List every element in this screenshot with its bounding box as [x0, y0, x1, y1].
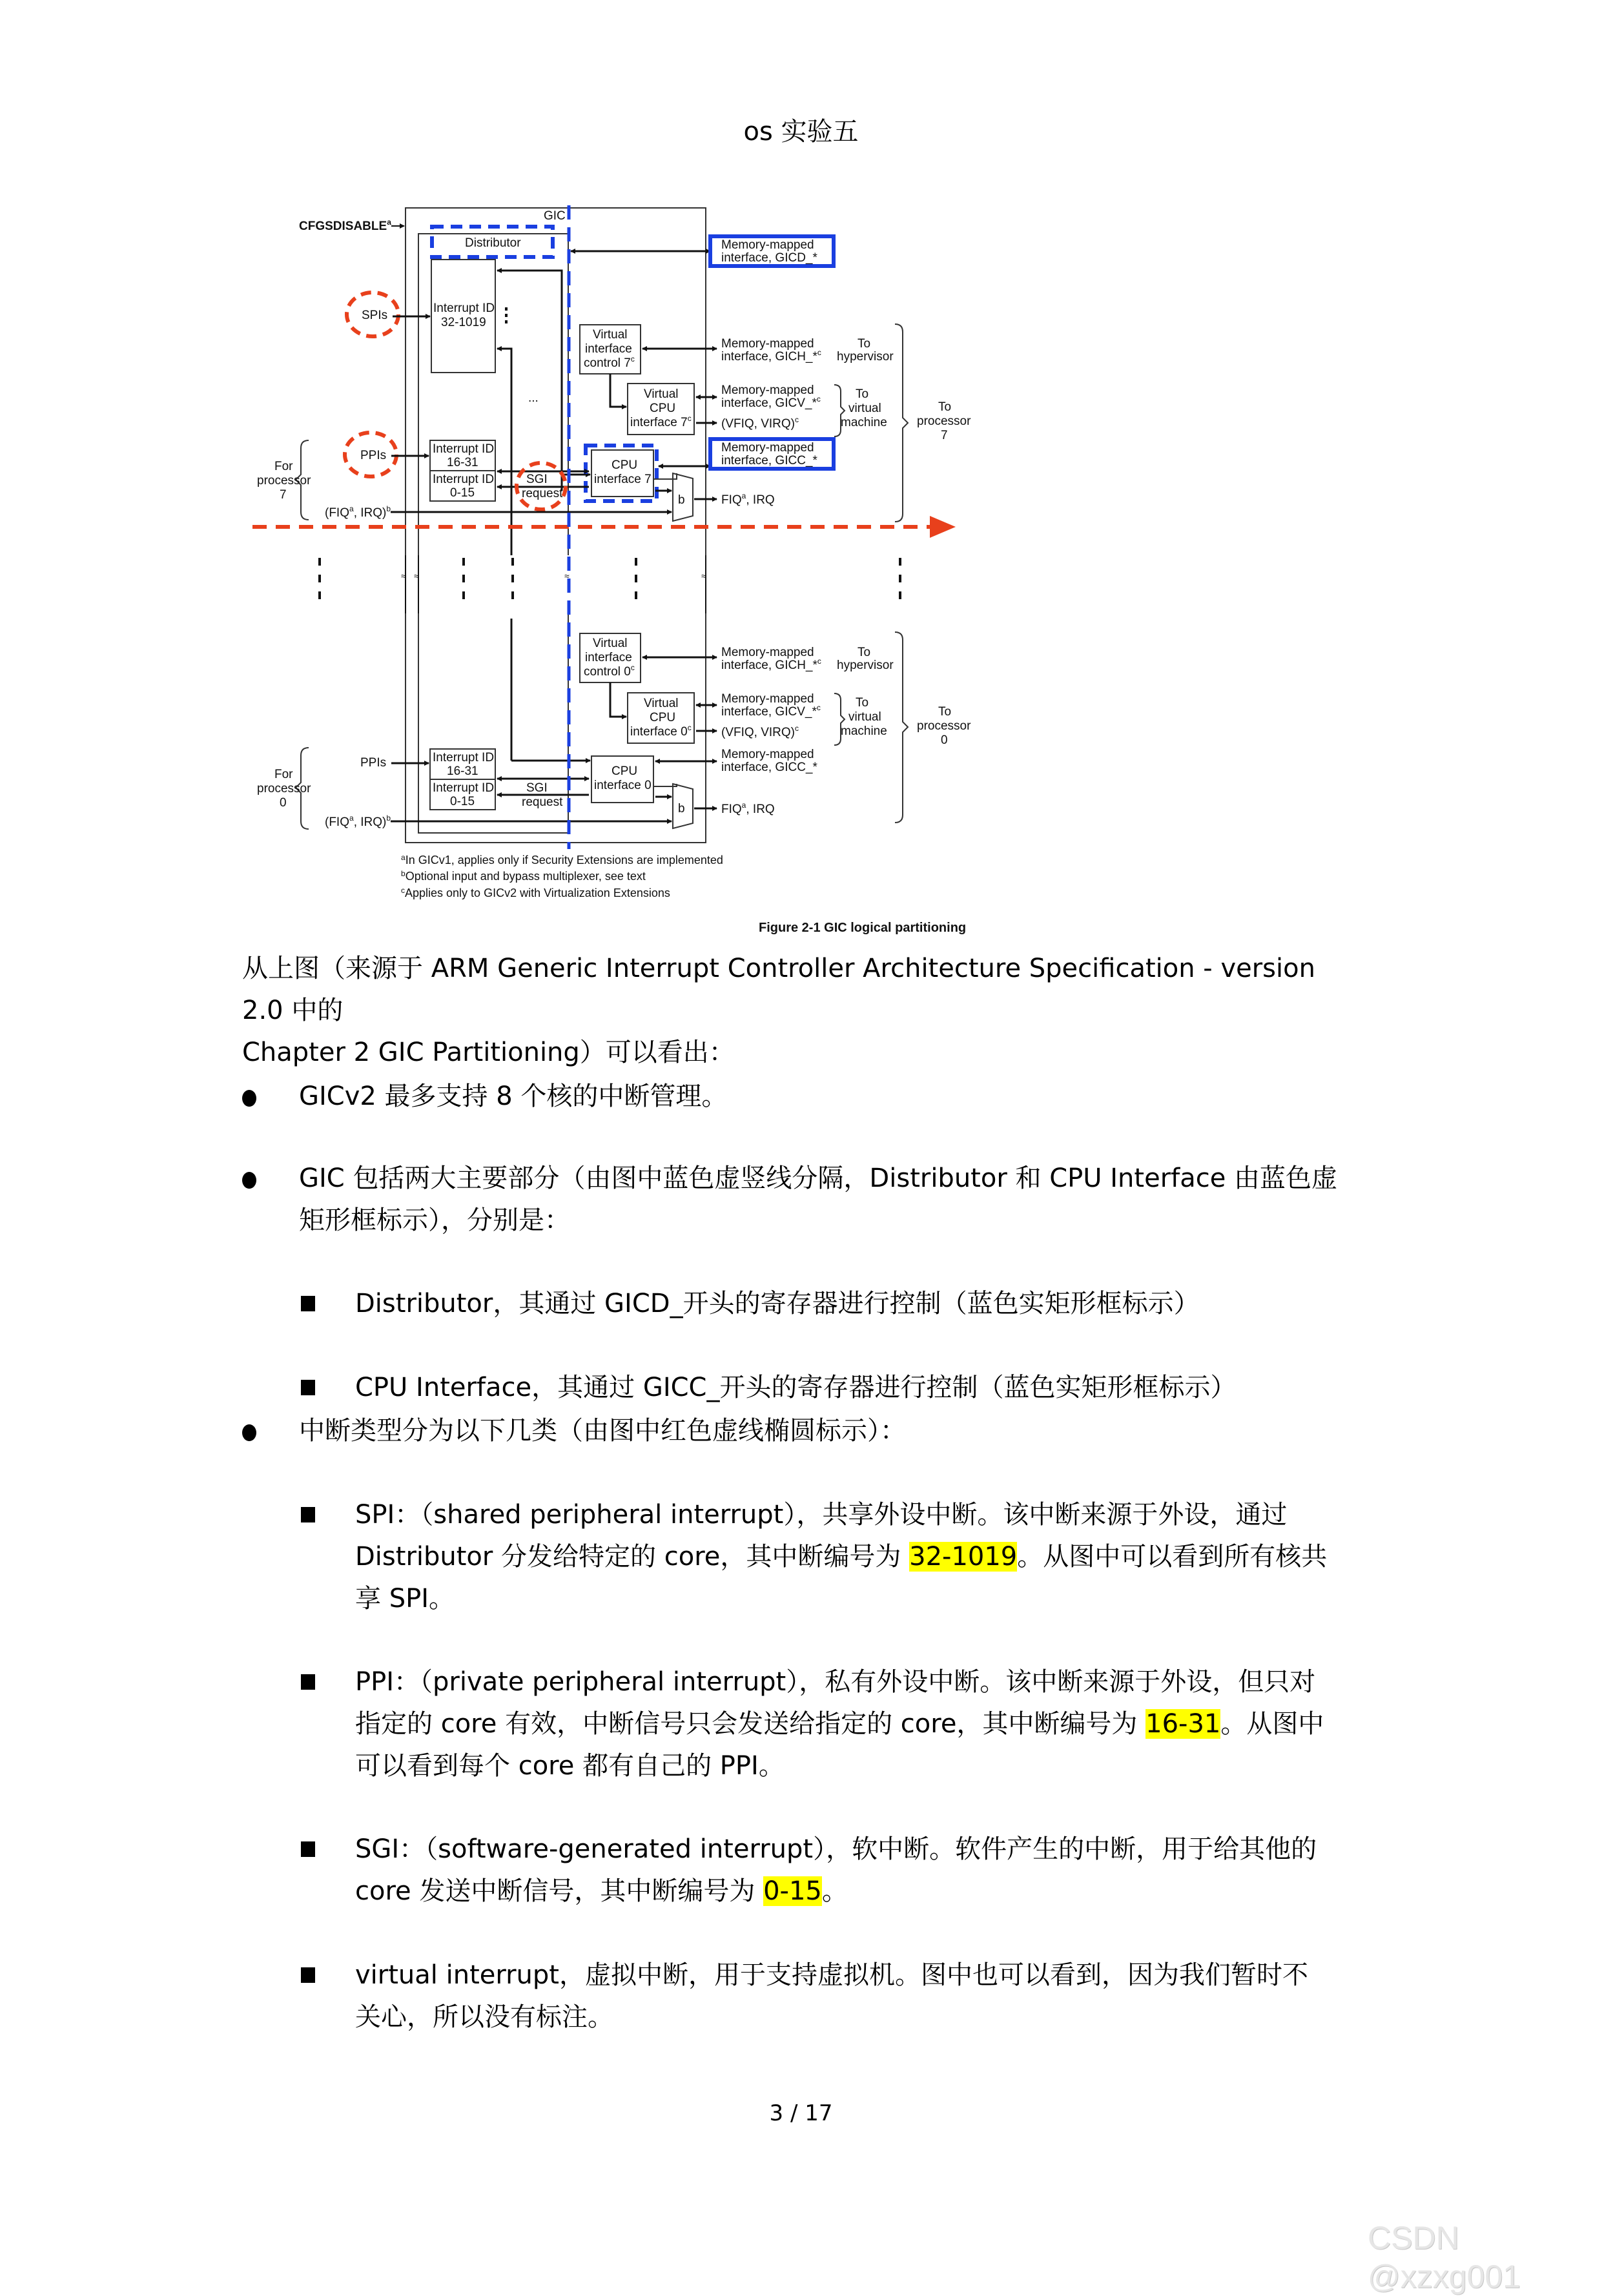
svg-text:(FIQa, IRQ)b: (FIQ$^a$, IRQ)$^b$: [325, 504, 391, 520]
svg-text:machine: machine: [841, 416, 887, 429]
figure-caption: Figure 2-1 GIC logical partitioning: [759, 921, 967, 935]
svg-text:interface, GICH_*c: interface, GICH_*$^c$: [721, 348, 821, 364]
ppis-label: PPIs: [360, 449, 387, 462]
svg-text:Memory-mapped: Memory-mapped: [721, 238, 814, 252]
svg-text:0-15: 0-15: [450, 486, 475, 500]
svg-text:Memory-mapped: Memory-mapped: [721, 384, 814, 397]
svg-text:Interrupt ID: Interrupt ID: [433, 302, 495, 315]
svg-text:For: For: [274, 768, 293, 781]
svg-text:processor: processor: [257, 782, 311, 795]
svg-text:32-1019: 32-1019: [441, 316, 486, 329]
square-bullet-icon: [301, 1507, 315, 1522]
intro-paragraph: 从上图（来源于 ARM Generic Interrupt Controller Architecture Specification - version 2.0 中的 Chapter 2 GIC Partitioning）可以看出：: [242, 954, 1315, 1067]
svg-text:FIQa, IRQ: FIQ$^a$, IRQ: [721, 491, 775, 507]
svg-text:PPIs: PPIs: [360, 756, 387, 770]
gic-diagram-figure: [0, 0, 1602, 956]
bullet-dot-icon: [242, 1424, 256, 1441]
svg-text:control 0c: control 0$^c$: [584, 663, 635, 679]
square-bullet-icon: [301, 1841, 315, 1857]
svg-text:machine: machine: [841, 724, 887, 738]
svg-text:Interrupt ID: Interrupt ID: [433, 751, 495, 764]
svg-text:interface 7: interface 7: [594, 473, 652, 486]
cfgsdisable-label: CFGSDISABLE$^a$: [299, 218, 391, 233]
bullet-dot-icon: [242, 1172, 256, 1189]
svg-text:interface, GICV_*c: interface, GICV_*$^c$: [721, 395, 821, 410]
svg-text:b: b: [678, 493, 685, 507]
svg-text:interface, GICC_*: interface, GICC_*: [721, 761, 817, 774]
svg-text:request: request: [522, 487, 563, 500]
square-bullet-icon: [301, 1296, 315, 1311]
svg-text:interface, GICD_*: interface, GICD_*: [721, 251, 817, 265]
svg-text:FIQa, IRQ: FIQ$^a$, IRQ: [721, 801, 775, 816]
svg-text:To: To: [857, 337, 871, 351]
gic-label: GIC: [544, 209, 566, 223]
svg-text:(VFIQ, VIRQ)c: (VFIQ, VIRQ)$^c$: [721, 415, 799, 431]
svg-text:16-31: 16-31: [447, 456, 478, 469]
svg-text:interface, GICC_*: interface, GICC_*: [721, 454, 817, 467]
svg-text:0-15: 0-15: [450, 795, 475, 808]
svg-text:For: For: [274, 460, 293, 473]
highlight-sgi-range: 0-15: [763, 1876, 822, 1906]
svg-text:interface: interface: [585, 342, 632, 356]
svg-text:To: To: [856, 387, 869, 401]
svg-text:aIn GICv1, applies only if Sec: $^a$In GICv1, applies only if Security Extensions are implemented: [401, 853, 723, 866]
page-header-title: os 实验五: [743, 117, 859, 147]
svg-text:7: 7: [941, 429, 948, 442]
svg-text:cApplies only to GICv2 with Vi: $^c$Applies only to GICv2 with Virtualization Extensions: [401, 886, 670, 899]
svg-text:Interrupt ID: Interrupt ID: [433, 442, 495, 456]
highlight-ppi-range: 16-31: [1145, 1709, 1221, 1739]
svg-text:hypervisor: hypervisor: [837, 659, 894, 672]
svg-text:bOptional input and bypass mul: $^b$Optional input and bypass multiplexer, see text: [401, 869, 646, 883]
svg-text:processor: processor: [917, 719, 971, 733]
distributor-label: Distributor: [465, 236, 521, 250]
svg-text:CPU: CPU: [611, 764, 638, 778]
svg-text:16-31: 16-31: [447, 764, 478, 778]
svg-text:To: To: [856, 696, 869, 710]
bullet-dot-icon: [242, 1090, 256, 1107]
square-bullet-icon: [301, 1380, 315, 1395]
svg-text:CPU: CPU: [650, 711, 676, 724]
svg-text:≈: ≈: [701, 571, 706, 581]
svg-text:b: b: [678, 802, 685, 815]
svg-text:hypervisor: hypervisor: [837, 350, 894, 364]
svg-text:interface 7c: interface 7$^c$: [630, 414, 692, 429]
svg-text:CPU: CPU: [611, 458, 638, 472]
svg-text:interface 0c: interface 0$^c$: [630, 723, 692, 739]
svg-text:interface, GICV_*c: interface, GICV_*$^c$: [721, 703, 821, 719]
svg-text:SGI: SGI: [526, 473, 548, 486]
svg-text:Memory-mapped: Memory-mapped: [721, 692, 814, 706]
svg-text:Virtual: Virtual: [593, 328, 628, 342]
square-bullet-icon: [301, 1967, 315, 1983]
svg-text:0: 0: [941, 733, 948, 747]
spis-label: SPIs: [362, 309, 388, 322]
svg-text:CPU: CPU: [650, 402, 676, 415]
svg-text:...: ...: [528, 391, 539, 405]
svg-text:≈: ≈: [564, 571, 570, 581]
svg-text:processor: processor: [917, 415, 971, 428]
svg-text:7: 7: [280, 488, 287, 502]
svg-text:To: To: [857, 646, 871, 659]
svg-text:Interrupt ID: Interrupt ID: [433, 781, 495, 795]
svg-text:Interrupt ID: Interrupt ID: [433, 473, 495, 486]
svg-text:(VFIQ, VIRQ)c: (VFIQ, VIRQ)$^c$: [721, 724, 799, 739]
svg-text:To: To: [938, 400, 952, 414]
svg-text:SGI: SGI: [526, 781, 548, 795]
svg-text:To: To: [938, 705, 952, 719]
page-number: 3 / 17: [769, 2100, 833, 2126]
svg-text:control 7c: control 7$^c$: [584, 354, 635, 370]
svg-text:≈: ≈: [401, 571, 406, 581]
svg-text:Virtual: Virtual: [644, 697, 679, 710]
svg-text:Virtual: Virtual: [593, 637, 628, 650]
svg-text:interface, GICH_*c: interface, GICH_*$^c$: [721, 657, 821, 672]
svg-text:Memory-mapped: Memory-mapped: [721, 748, 814, 761]
svg-text:Virtual: Virtual: [644, 387, 679, 401]
svg-text:0: 0: [280, 796, 287, 810]
svg-text:Memory-mapped: Memory-mapped: [721, 337, 814, 351]
svg-text:processor: processor: [257, 474, 311, 487]
svg-text:interface 0: interface 0: [594, 779, 652, 792]
square-bullet-icon: [301, 1674, 315, 1690]
svg-text:interface: interface: [585, 651, 632, 664]
svg-text:Memory-mapped: Memory-mapped: [721, 441, 814, 455]
svg-text:virtual: virtual: [848, 402, 881, 415]
highlight-spi-range: 32-1019: [909, 1542, 1018, 1572]
svg-text:≈: ≈: [414, 571, 419, 581]
csdn-watermark: CSDN @xzxg001: [1368, 2220, 1521, 2295]
svg-text:(FIQa, IRQ)b: (FIQ$^a$, IRQ)$^b$: [325, 814, 391, 829]
svg-text:request: request: [522, 795, 563, 809]
svg-text:Memory-mapped: Memory-mapped: [721, 646, 814, 659]
svg-text:virtual: virtual: [848, 710, 881, 724]
